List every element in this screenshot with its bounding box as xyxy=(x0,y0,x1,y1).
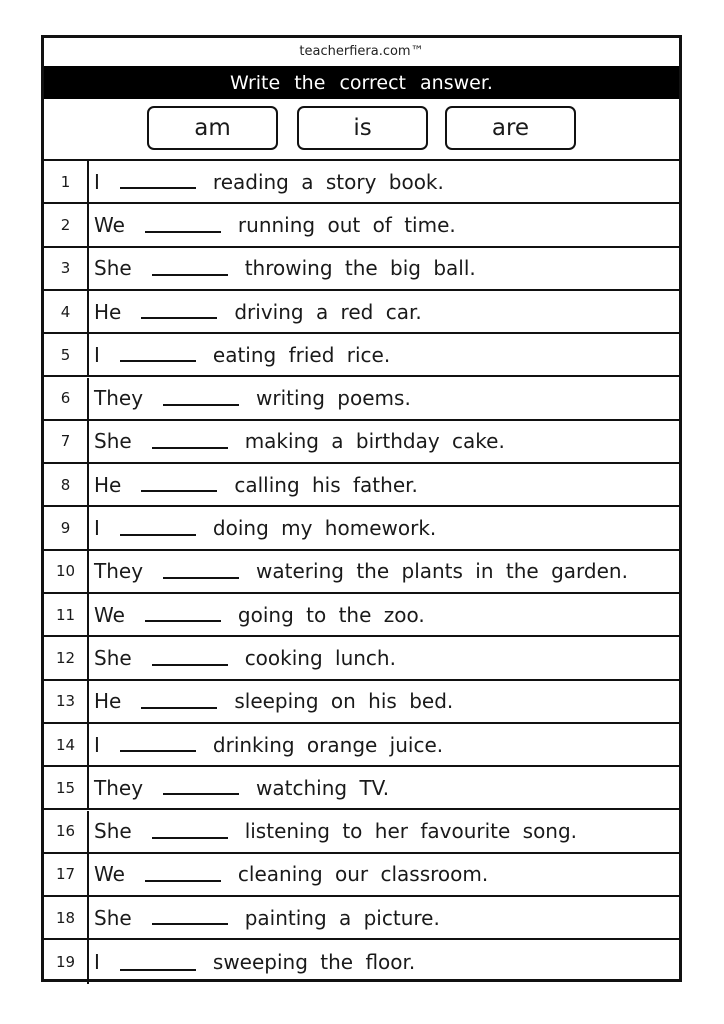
exercise-row xyxy=(44,507,679,550)
sentence-subject: They xyxy=(94,559,144,584)
sentence-subject: He xyxy=(94,472,122,497)
sentence-rest: going to the zoo. xyxy=(237,602,425,627)
item-number: 13 xyxy=(44,681,89,722)
sentence-subject: She xyxy=(94,905,132,930)
item-number: 11 xyxy=(44,594,89,635)
exercise-row xyxy=(44,594,679,637)
sentence-subject: They xyxy=(94,386,144,411)
exercise-row xyxy=(44,204,679,247)
sentence-subject: We xyxy=(94,862,125,887)
item-number: 15 xyxy=(44,767,89,808)
exercise-row xyxy=(44,551,679,594)
word-bank xyxy=(44,99,679,161)
sentence-rest: painting a picture. xyxy=(244,905,440,930)
sentence-rest: sleeping on his bed. xyxy=(234,689,454,714)
answer-blank[interactable] xyxy=(120,360,196,362)
brand-label: teacherfiera.com™ xyxy=(299,44,424,59)
answer-blank[interactable] xyxy=(152,274,228,276)
sentence-rest: calling his father. xyxy=(234,472,418,497)
sentence-rest: running out of time. xyxy=(237,212,456,237)
instruction-header: Write the correct answer. xyxy=(44,66,679,99)
answer-blank[interactable] xyxy=(163,404,239,406)
sentence xyxy=(94,421,505,462)
sentence-rest: driving a red car. xyxy=(234,299,422,324)
item-number: 8 xyxy=(44,464,89,505)
sentence-subject: I xyxy=(94,516,100,541)
sentence-subject: She xyxy=(94,429,132,454)
sentence xyxy=(94,204,456,245)
exercise-row xyxy=(44,724,679,767)
exercise-row xyxy=(44,767,679,810)
sentence-rest: doing my homework. xyxy=(212,516,437,541)
item-number: 7 xyxy=(44,421,89,462)
sentence-rest: cleaning our classroom. xyxy=(237,862,489,887)
sentence xyxy=(94,811,577,852)
item-number: 18 xyxy=(44,897,89,938)
item-number: 4 xyxy=(44,291,89,332)
answer-blank[interactable] xyxy=(152,923,228,925)
exercise-row xyxy=(44,421,679,464)
sentence xyxy=(94,854,488,895)
item-number: 19 xyxy=(44,940,89,983)
exercise-row xyxy=(44,811,679,854)
sentence xyxy=(94,767,389,808)
word-option-is[interactable]: is xyxy=(297,106,428,150)
exercise-row xyxy=(44,291,679,334)
sentence xyxy=(94,334,390,375)
exercise-row xyxy=(44,334,679,377)
answer-blank[interactable] xyxy=(152,664,228,666)
exercise-row xyxy=(44,897,679,940)
sentence-rest: watering the plants in the garden. xyxy=(256,559,628,584)
item-number: 6 xyxy=(44,378,89,419)
answer-blank[interactable] xyxy=(145,880,221,882)
answer-blank[interactable] xyxy=(145,231,221,233)
answer-blank[interactable] xyxy=(163,793,239,795)
answer-blank[interactable] xyxy=(141,707,217,709)
sentence-rest: sweeping the floor. xyxy=(212,950,416,975)
answer-blank[interactable] xyxy=(120,187,196,189)
answer-blank[interactable] xyxy=(152,447,228,449)
sentence-subject: I xyxy=(94,950,100,975)
sentence-rest: listening to her favourite song. xyxy=(244,819,578,844)
sentence xyxy=(94,897,440,938)
sentence-subject: She xyxy=(94,645,132,670)
word-option-are[interactable]: are xyxy=(445,106,576,150)
sentence-rest: watching TV. xyxy=(256,775,390,800)
exercise-row xyxy=(44,464,679,507)
item-number: 12 xyxy=(44,637,89,678)
sentence-subject: She xyxy=(94,819,132,844)
item-number: 10 xyxy=(44,551,89,592)
sentence xyxy=(94,681,453,722)
sentence-subject: They xyxy=(94,775,144,800)
sentence xyxy=(94,248,476,289)
item-number: 5 xyxy=(44,334,89,375)
sentence-subject: I xyxy=(94,342,100,367)
sentence xyxy=(94,507,436,548)
sentence-subject: He xyxy=(94,299,122,324)
sentence-subject: We xyxy=(94,212,125,237)
sentence xyxy=(94,637,396,678)
sentence xyxy=(94,724,443,765)
sentence xyxy=(94,551,628,592)
answer-blank[interactable] xyxy=(163,577,239,579)
item-number: 17 xyxy=(44,854,89,895)
sentence-rest: throwing the big ball. xyxy=(244,256,476,281)
sentence-subject: I xyxy=(94,732,100,757)
exercise-row xyxy=(44,248,679,291)
sentence-subject: We xyxy=(94,602,125,627)
sentence xyxy=(94,940,415,983)
item-number: 2 xyxy=(44,204,89,245)
answer-blank[interactable] xyxy=(145,620,221,622)
sentence xyxy=(94,161,444,202)
item-number: 9 xyxy=(44,507,89,548)
sentence-rest: eating fried rice. xyxy=(212,342,391,367)
sentence-rest: making a birthday cake. xyxy=(244,429,505,454)
item-number: 3 xyxy=(44,248,89,289)
sentence-subject: I xyxy=(94,169,100,194)
answer-blank[interactable] xyxy=(120,534,196,536)
answer-blank[interactable] xyxy=(120,750,196,752)
word-option-am[interactable]: am xyxy=(147,106,278,150)
sentence xyxy=(94,464,418,505)
sentence-rest: writing poems. xyxy=(256,386,411,411)
sentence-rest: drinking orange juice. xyxy=(212,732,444,757)
item-number: 16 xyxy=(44,811,89,852)
answer-blank[interactable] xyxy=(141,490,217,492)
sentence-subject: She xyxy=(94,256,132,281)
exercise-row xyxy=(44,378,679,421)
item-number: 1 xyxy=(44,161,89,202)
answer-blank[interactable] xyxy=(152,837,228,839)
worksheet xyxy=(41,35,682,982)
exercise-row xyxy=(44,940,679,983)
sentence-rest: cooking lunch. xyxy=(244,645,396,670)
item-number: 14 xyxy=(44,724,89,765)
exercise-row xyxy=(44,854,679,897)
sentence-rest: reading a story book. xyxy=(212,169,444,194)
sentence-subject: He xyxy=(94,689,122,714)
exercise-row xyxy=(44,637,679,680)
answer-blank[interactable] xyxy=(141,317,217,319)
sentence xyxy=(94,378,411,419)
exercise-row xyxy=(44,681,679,724)
answer-blank[interactable] xyxy=(120,969,196,971)
sentence xyxy=(94,594,425,635)
exercise-row xyxy=(44,161,679,204)
sentence xyxy=(94,291,422,332)
